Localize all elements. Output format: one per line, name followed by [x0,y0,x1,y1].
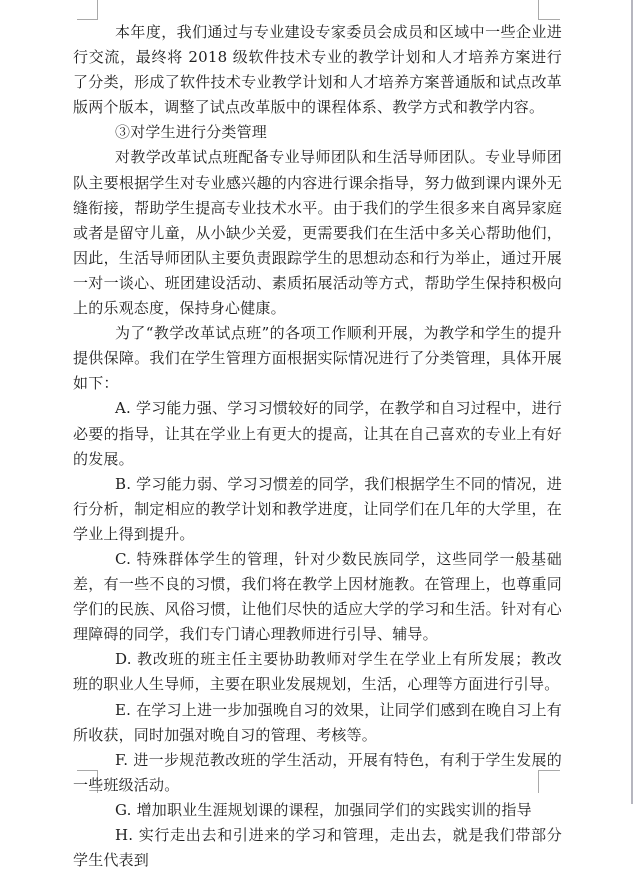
paragraph-management-intro: 为了“教学改革试点班”的各项工作顺利开展，为教学和学生的提升提供保障。我们在学生管理方面根据实际情况进行了分类管理，具体开展如下： [73,324,562,393]
section-heading-classify-students: ③对学生进行分类管理 [115,123,268,142]
page-right-edge-line [631,0,633,804]
margin-crop-mark-top-left [77,0,98,20]
margin-crop-mark-top-right [538,0,560,20]
list-item-c: C. 特殊群体学生的管理，针对少数民族同学，这些同学一般基础差，有一些不良的习惯，我们将在教学上因材施教。在管理上，也尊重同学们的民族、风俗习惯，让他们尽快的适应大学的学习和生活。针对有心理障碍的同学，我们专门请心理教师进行引导、辅导。 [73,549,562,644]
list-item-f: F. 进一步规范教改班的学生活动，开展有特色，有利于学生发展的一些班级活动。 [73,750,562,794]
list-item-g: G. 增加职业生涯规划课的课程，加强同学们的实践实训的指导 [115,800,532,819]
document-text-block [73,20,562,873]
list-item-a: A. 学习能力强、学习习惯较好的同学，在教学和自习过程中，进行必要的指导，让其在学业上有更大的提高，让其在自己喜欢的专业上有好的发展。 [73,399,562,468]
list-item-h: H. 实行走出去和引进来的学习和管理，走出去，就是我们带部分学生代表到 [73,826,562,870]
paragraph-mentor-teams: 对教学改革试点班配备专业导师团队和生活导师团队。专业导师团队主要根据学生对专业感兴趣的内容进行课余指导，努力做到课内课外无缝衔接，帮助学生提高专业技术水平。由于我们的学生很多来自离异家庭或者是留守儿童，从小缺少关爱，更需要我们在生活中多关心帮助他们，因此，生活导师团队主要负责跟踪学生的思想动态和行为举止，通过开展一对一谈心、班团建设活动、素质拓展活动等方式，帮助学生保持积极向上的乐观态度，保持身心健康。 [73,148,562,318]
paragraph-yearly-overview: 本年度，我们通过与专业建设专家委员会成员和区域中一些企业进行交流，最终将 2018 级软件技术专业的教学计划和人才培养方案进行了分类，形成了软件技术专业教学计划和人才培养方案普通版和试点改革版两个版本，调整了试点改革版中的课程体系、教学方式和教学内容。 [73,23,562,117]
list-item-b: B. 学习能力弱、学习习惯差的同学，我们根据学生不同的情况，进行分析，制定相应的教学计划和教学进度，让同学们在几年的大学里，在学业上得到提升。 [73,474,562,543]
list-item-e: E. 在学习上进一步加强晚自习的效果，让同学们感到在晚自习上有所收获，同时加强对晚自习的管理、考核等。 [73,700,562,744]
list-item-d: D. 教改班的班主任主要协助教师对学生在学业上有所发展；教改班的职业人生导师，主要在职业发展规划，生活，心理等方面进行引导。 [73,650,562,694]
